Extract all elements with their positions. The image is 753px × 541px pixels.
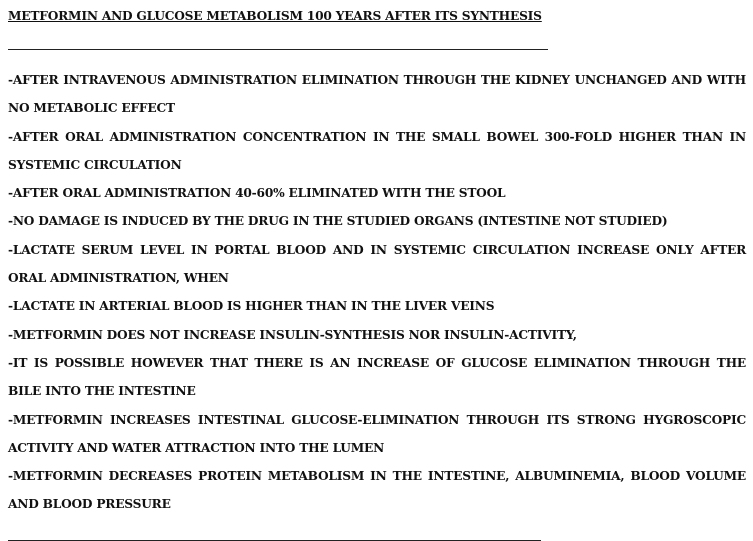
list-item: -AFTER ORAL ADMINISTRATION 40-60% ELIMINATED WITH THE STOOL — [8, 186, 506, 201]
list-item: -METFORMIN DOES NOT INCREASE INSULIN-SYNTHESIS NOR INSULIN-ACTIVITY, — [8, 327, 577, 342]
list-item: -AFTER ORAL ADMINISTRATION CONCENTRATION IN THE SMALL BOWEL 300-FOLD HIGHER THAN IN SYSTEMIC CIRCULATION — [8, 129, 746, 172]
list-item: -LACTATE SERUM LEVEL IN PORTAL BLOOD AND IN SYSTEMIC CIRCULATION INCREASE ONLY AFTER ORAL ADMINISTRATION, WHEN — [8, 242, 746, 286]
list-item: -NO DAMAGE IS INDUCED BY THE DRUG IN THE STUDIED ORGANS (INTESTINE NOT STUDIED) — [8, 214, 668, 229]
list-item: -LACTATE IN ARTERIAL BLOOD IS HIGHER THAN IN THE LIVER VEINS — [8, 299, 495, 314]
document-page — [8, 6, 746, 541]
top-divider — [8, 49, 548, 50]
finding-list — [8, 66, 746, 519]
list-item: -METFORMIN INCREASES INTESTINAL GLUCOSE-ELIMINATION THROUGH ITS STRONG HYGROSCOPIC ACTIVITY AND WATER ATTRACTION INTO THE LUMEN — [8, 412, 746, 455]
list-item: -METFORMIN DECREASES PROTEIN METABOLISM IN THE INTESTINE, ALBUMINEMIA, BLOOD VOLUME AND BLOOD PRESSURE — [8, 469, 746, 512]
list-item: -AFTER INTRAVENOUS ADMINISTRATION ELIMINATION THROUGH THE KIDNEY UNCHANGED AND WITH NO METABOLIC EFFECT — [8, 73, 746, 116]
document-title: METFORMIN AND GLUCOSE METABOLISM 100 YEARS AFTER ITS SYNTHESIS — [8, 9, 542, 23]
list-item: -IT IS POSSIBLE HOWEVER THAT THERE IS AN INCREASE OF GLUCOSE ELIMINATION THROUGH THE BILE INTO THE INTESTINE — [8, 355, 746, 399]
